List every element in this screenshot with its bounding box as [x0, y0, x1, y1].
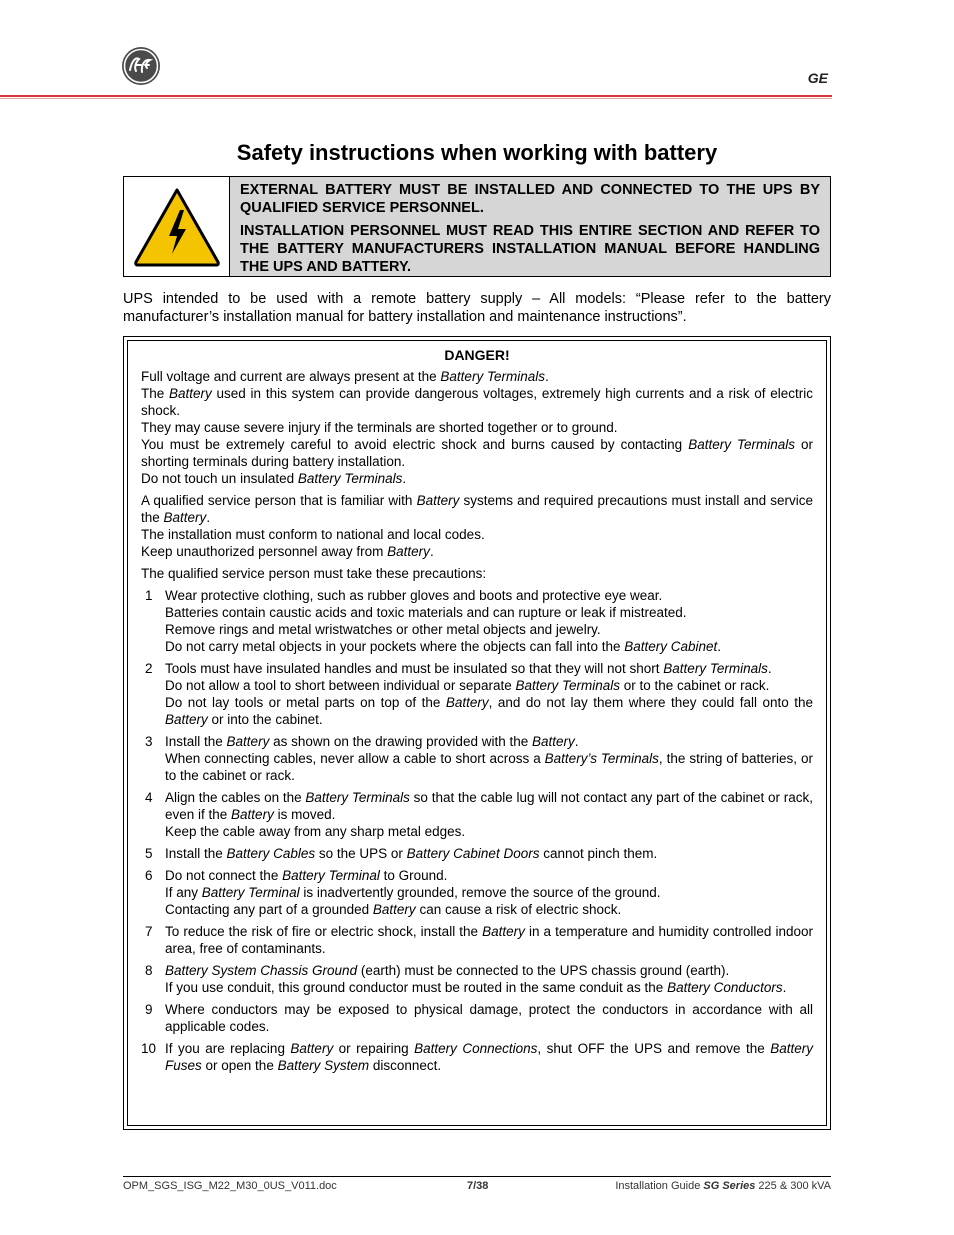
page-title: Safety instructions when working with battery: [236, 140, 718, 165]
precaution-number: 6: [145, 868, 153, 883]
danger-heading: DANGER!: [444, 347, 510, 363]
precaution-line: Do not allow a tool to short between individual or separate Battery Terminals or to the cabinet or rack.: [165, 678, 770, 693]
precaution-text: [165, 845, 813, 862]
header-rule: [0, 95, 832, 97]
precaution-item: [141, 923, 813, 957]
precautions-intro: The qualified service person must take these precautions:: [141, 566, 487, 581]
precaution-text: [165, 1001, 813, 1035]
footer-doc-id: OPM_SGS_ISG_M22_M30_0US_V011.doc: [123, 1180, 337, 1192]
precaution-line: Install the Battery as shown on the drawing provided with the Battery.: [165, 734, 579, 749]
precaution-text: [165, 923, 813, 957]
precaution-item: [141, 845, 813, 862]
precaution-number: 3: [145, 734, 153, 749]
precaution-text: [165, 962, 813, 996]
precaution-item: [141, 660, 813, 728]
precaution-line: Wear protective clothing, such as rubber gloves and boots and protective eye wear.: [165, 588, 663, 603]
footer-series: SG Series: [703, 1180, 756, 1192]
precaution-line: Do not carry metal objects in your pockets where the objects can fall into the Battery Cabinet.: [165, 639, 722, 654]
intro-paragraph: UPS intended to be used with a remote battery supply – All models: “Please refer to the battery manufacturer’s installation manual for battery installation and maintenance instructions”.: [123, 291, 831, 325]
precaution-number: 1: [145, 588, 153, 603]
danger-block-2: [141, 492, 813, 560]
precaution-number: 10: [141, 1041, 157, 1056]
precaution-number: 4: [145, 790, 153, 805]
precaution-line: Do not connect the Battery Terminal to Ground.: [165, 868, 448, 883]
danger-block-2-line: Keep unauthorized personnel away from Battery.: [141, 544, 434, 559]
danger-block-1-line: You must be extremely careful to avoid electric shock and burns caused by contacting Battery Terminals or shorting terminals during battery installation.: [141, 437, 813, 469]
precaution-line: When connecting cables, never allow a cable to short across a Battery’s Terminals, the string of batteries, or to the cabinet or rack.: [165, 751, 814, 783]
precaution-line: Do not lay tools or metal parts on top of the Battery, and do not lay them where they could fall onto the Battery or into the cabinet.: [165, 695, 813, 727]
danger-block-2-line: A qualified service person that is familiar with Battery systems and required precautions must install and service the Battery.: [141, 493, 813, 525]
precaution-line: Align the cables on the Battery Terminals so that the cable lug will not contact any part of the cabinet or rack, even if the Battery is moved.: [165, 790, 813, 822]
danger-inner: [127, 340, 827, 1126]
ge-logo-icon: [121, 46, 161, 86]
precaution-item: [141, 867, 813, 918]
warning-line-1: EXTERNAL BATTERY MUST BE INSTALLED AND CONNECTED TO THE UPS BY QUALIFIED SERVICE PERSONNEL.: [240, 182, 820, 216]
precaution-line: If any Battery Terminal is inadvertently grounded, remove the source of the ground.: [165, 885, 661, 900]
footer-guide-prefix: Installation Guide: [615, 1180, 704, 1192]
header-rule-thin: [0, 98, 832, 99]
footer-guide-title: [615, 1180, 831, 1192]
warning-box: [123, 176, 831, 277]
danger-block-2-line: The installation must conform to national and local codes.: [141, 527, 485, 542]
precaution-line: Install the Battery Cables so the UPS or Battery Cabinet Doors cannot pinch them.: [165, 846, 658, 861]
precaution-item: [141, 962, 813, 996]
precaution-item: [141, 733, 813, 784]
precaution-item: [141, 1040, 813, 1074]
danger-block-1-line: Full voltage and current are always present at the Battery Terminals.: [141, 369, 549, 384]
precaution-text: [165, 789, 813, 840]
warning-icon-cell: [124, 177, 230, 276]
header-brand: GE: [807, 70, 828, 86]
high-voltage-warning-icon: [132, 186, 222, 268]
precaution-number: 7: [145, 924, 153, 939]
footer-guide-suffix: 225 & 300 kVA: [755, 1180, 831, 1192]
precaution-line: If you are replacing Battery or repairing Battery Connections, shut OFF the UPS and remove the Battery Fuses or open the Battery System disconnect.: [165, 1041, 813, 1073]
warning-text: [230, 177, 830, 276]
precautions-list: [141, 587, 813, 1074]
precaution-line: Batteries contain caustic acids and toxic materials and can rupture or leak if mistreated.: [165, 605, 687, 620]
precaution-item: [141, 587, 813, 655]
precaution-line: Contacting any part of a grounded Battery can cause a risk of electric shock.: [165, 902, 622, 917]
footer-rule: [123, 1176, 831, 1177]
warning-line-2: INSTALLATION PERSONNEL MUST READ THIS ENTIRE SECTION AND REFER TO THE BATTERY MANUFACTURERS INSTALLATION MANUAL BEFORE HANDLING THE UPS AND BATTERY.: [240, 223, 820, 275]
precaution-text: [165, 587, 813, 655]
precaution-text: [165, 733, 813, 784]
precaution-number: 2: [145, 661, 153, 676]
precaution-item: [141, 789, 813, 840]
precaution-line: Keep the cable away from any sharp metal edges.: [165, 824, 466, 839]
danger-box: [123, 336, 831, 1130]
danger-block-1-line: They may cause severe injury if the terminals are shorted together or to ground.: [141, 420, 618, 435]
footer-page-number: 7/38: [467, 1180, 489, 1192]
precaution-number: 9: [145, 1002, 153, 1017]
precaution-text: [165, 1040, 813, 1074]
danger-block-1: [141, 368, 813, 487]
precaution-line: To reduce the risk of fire or electric shock, install the Battery in a temperature and humidity controlled indoor area, free of contaminants.: [165, 924, 813, 956]
precaution-item: [141, 1001, 813, 1035]
precaution-line: Tools must have insulated handles and must be insulated so that they will not short Battery Terminals.: [165, 661, 772, 676]
precaution-line: Battery System Chassis Ground (earth) must be connected to the UPS chassis ground (earth).: [165, 963, 730, 978]
precaution-number: 5: [145, 846, 153, 861]
precaution-line: Remove rings and metal wristwatches or other metal objects and jewelry.: [165, 622, 601, 637]
danger-block-1-line: The Battery used in this system can provide dangerous voltages, extremely high currents and a risk of electric shock.: [141, 386, 813, 418]
precaution-text: [165, 867, 813, 918]
danger-block-1-line: Do not touch un insulated Battery Terminals.: [141, 471, 407, 486]
precaution-line: If you use conduit, this ground conductor must be routed in the same conduit as the Battery Conductors.: [165, 980, 787, 995]
precaution-line: Where conductors may be exposed to physical damage, protect the conductors in accordance with all applicable codes.: [165, 1002, 813, 1034]
precaution-number: 8: [145, 963, 153, 978]
precaution-text: [165, 660, 813, 728]
